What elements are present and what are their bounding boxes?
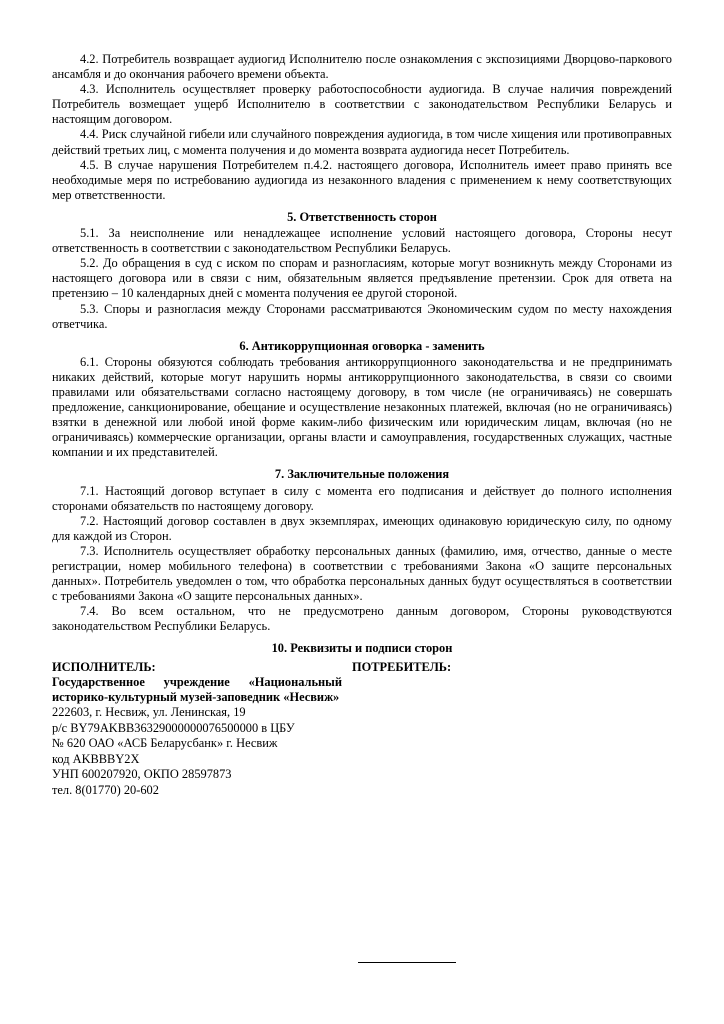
signature-block [52,660,672,798]
party-labels-row [52,660,672,675]
signature-line [358,962,456,963]
party-label-consumer: ПОТРЕБИТЕЛЬ: [352,659,452,674]
requisite-bank-code: код AKBBBY2X [52,751,140,766]
paragraph-4-5: 4.5. В случае нарушения Потребителем п.4.2. настоящего договора, Исполнитель имеет право принять все необходимые меря по истребованию аудиогида из незаконного владения с применением к нему соответствующих мер ответственности. [52,157,672,202]
organization-name: Государственное учреждение «Национальный историко-культурный музей-заповедник «Несвиж» [52,674,342,705]
paragraph-5-3: 5.3. Споры и разногласия между Сторонами рассматриваются Экономическим судом по месту нахождения ответчика. [52,301,672,331]
paragraph-4-2: 4.2. Потребитель возвращает аудиогид Исполнителю после ознакомления с экспозициями Дворцово-паркового ансамбля и до окончания рабочего времени объекта. [52,52,672,82]
paragraph-5-2: 5.2. До обращения в суд с иском по спорам и разногласиям, которые могут возникнуть между Сторонами из настоящего договора или в связи с ним, обязательным является предъявление претензии. Срок для ответа на претензию – 10 календарных дней с момента получения ее другой стороной. [52,256,672,301]
requisite-address: 222603, г. Несвиж, ул. Ленинская, 19 [52,705,246,720]
paragraph-5-1: 5.1. За неисполнение или ненадлежащее исполнение условий настоящего договора, Стороны несут ответственность в соответствии с законодательством Республики Беларусь. [52,226,672,256]
section-heading-6: 6. Антикоррупционная оговорка - заменить [239,338,485,353]
paragraph-6-1: 6.1. Стороны обязуются соблюдать требования антикоррупционного законодательства и не предпринимать никаких действий, которые могут нарушить нормы антикоррупционного законодательства, в связи со своими правилами или обязательствами согласно настоящему договору, в том числе (не ограничиваясь) не совершать предложение, санкционирование, обещание и осуществление незаконных платежей, включая (но не ограничиваясь) взятки в денежной или любой иной форме каким-либо физическим или юридическим лицам, включая (но не ограничиваясь) коммерческие организации, органы власти и самоуправления, государственных служащих, частные компании и их представителей. [52,354,672,460]
paragraph-7-1: 7.1. Настоящий договор вступает в силу с момента его подписания и действует до полного исполнения сторонами обязательств по настоящему договору. [52,483,672,513]
section-heading-10: 10. Реквизиты и подписи сторон [271,641,453,656]
paragraph-7-2: 7.2. Настоящий договор составлен в двух экземплярах, имеющих одинаковую юридическую силу, по одному для каждой из Сторон. [52,513,672,543]
requisite-account: р/с BY79AKBB36329000000076500000 в ЦБУ [52,720,295,735]
paragraph-7-4: 7.4. Во всем остальном, что не предусмотрено данным договором, Стороны руководствуются законодательством Республики Беларусь. [52,604,672,634]
requisite-unp-okpo: УНП 600207920, ОКПО 28597873 [52,767,232,782]
paragraph-4-3: 4.3. Исполнитель осуществляет проверку работоспособности аудиогида. В случае наличия повреждений Потребитель возмещает ущерб Исполнителю в соответствии с законодательством Республики Беларусь и настоящим договором. [52,82,672,127]
paragraph-7-3: 7.3. Исполнитель осуществляет обработку персональных данных (фамилию, имя, отчество, данные о месте регистрации, номер мобильного телефона) в соответствии с требованиями Закона «О защите персональных данных». Потребитель уведомлен о том, что обработка персональных данных будут осуществляться в соответствии с требованиями Закона «О защите персональных данных». [52,543,672,604]
section-heading-5: 5. Ответственность сторон [287,209,437,224]
requisite-bank: № 620 ОАО «АСБ Беларусбанк» г. Несвиж [52,736,278,751]
paragraph-4-4: 4.4. Риск случайной гибели или случайного повреждения аудиогида, в том числе хищения или противоправных действий третьих лиц, с момента получения и до момента возврата аудиогида несет Потребитель. [52,127,672,157]
section-heading-7: 7. Заключительные положения [274,467,450,482]
requisite-phone: тел. 8(01770) 20-602 [52,782,159,797]
party-label-executor: ИСПОЛНИТЕЛЬ: [52,659,156,674]
